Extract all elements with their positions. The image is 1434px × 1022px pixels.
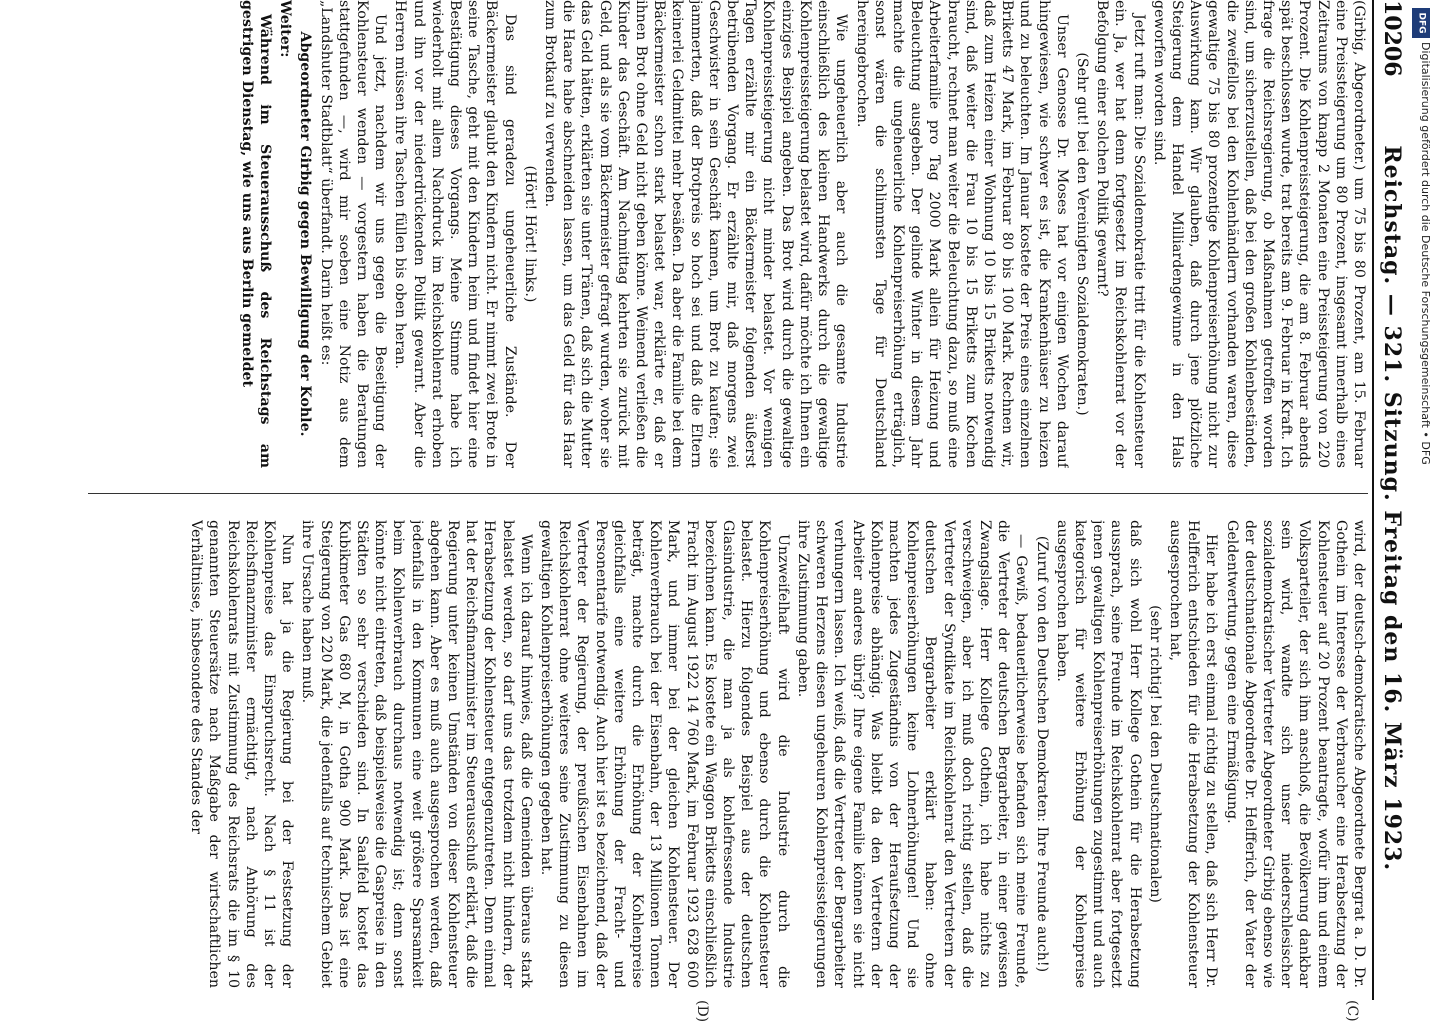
column-divider bbox=[88, 493, 1368, 494]
paragraph: — Gewiß, bedauerlicherweise befanden sich meine Freunde, die Vertreter der deutschen Bergarbeiter, in einer gewissen Zwangslage. Herr Kollege Gothein, ich habe nichts zu verschweigen, aber ich muß doch richtig stellen, daß die Vertreter der Syndikate im Reichskohlenrat den Vertretern der deutschen Bergarbeiter erklärt haben: ohne Kohlenpreiserhöhungen keine Lohnerhöhungen! Und sie machten jedes Zugeständnis von der Heraufsetzung der Kohlenpreise abhängig. Was bleibt da den Vertretern der Arbeiter anderes übrig? Ihre eigene Familie können sie nicht verhungern lassen. Ich weiß, daß die Vertreter der Bergarbeiter schweren Herzens diesen ungeheuren Kohlenpreissteigerungen ihre Zustimmung gaben. bbox=[794, 520, 1030, 988]
margin-mark-c: (C) bbox=[1344, 1000, 1360, 1022]
paragraph: Und jetzt, nachdem wir uns gegen die Beseitigung der Kohlensteuer wenden — vorgestern haben die Beratungen stattgefunden —, wird mir soeben eine Notiz aus dem „Landshuter Stadtblatt“ überfandt. Darin heißt es: bbox=[317, 0, 389, 468]
interjection: (Zuruf von den Deutschen Demokraten: Ihre Freunde auch!) bbox=[1033, 535, 1050, 973]
left-column bbox=[88, 0, 1368, 468]
quoted-headline: Abgeordneter Girbig gegen Bewilligung der Kohle. bbox=[297, 31, 314, 437]
page-number: 10206 bbox=[1379, 0, 1405, 77]
paragraph: Weiter: bbox=[277, 0, 294, 58]
paragraph: Während im Steuerausschuß des Reichstags am gestrigen Dienstag, wie uns aus Berlin gemeldet bbox=[238, 0, 274, 468]
digitization-credit bbox=[1410, 0, 1432, 1000]
credit-text-container bbox=[1410, 42, 1432, 992]
credit-text: Digitalisierung gefördert durch die Deutsche Forschungsgemeinschaft • DFG bbox=[1419, 42, 1432, 465]
paragraph: (Girbig, Abgeordneter.) um 75 bis 80 Prozent, am 15. Februar eine Preissteigerung um 80 Prozent, insgesamt innerhalb eines Zeitraums von knapp 2 Monaten eine Preissteigerung von 220 Prozent. Die Kohlenpreissteigerung, die am 8. Februar abends spät beschlossen wurde, trat bereits am 9. Februar in Kraft. Ich frage die Reichsregierung, ob Maßnahmen getroffen worden sind, um sicherzustellen, daß bei den großen Kohlenbeständen, die zweifellos bei den Kohlenhändlern vorhanden waren, diese gewaltige 75 bis 80 prozentige Kohlenpreiserhöhung nicht zur Auswirkung kam. Wir glauben, daß durch jene plötzliche Steigerung dem Handel Milliardengewinne in den Hals geworfen worden sind. bbox=[1150, 0, 1367, 468]
page-header bbox=[1372, 0, 1410, 1000]
rotated-page bbox=[65, 0, 1410, 1022]
page-title: Reichstag. — 321. Sitzung. Freitag den 16. März 1923. bbox=[1379, 145, 1405, 872]
right-column bbox=[88, 520, 1368, 988]
paragraph: Unser Genosse Dr. Moses hat vor einigen Wochen darauf hingewiesen, wie schwer es ist, die Krankenhäuser zu heizen und zu beleuchten. Im Januar kostete der Preis eines einzelnen Briketts 47 Mark, im Februar 80 bis 100 Mark. Rechnen wir, daß zum Heizen einer Wohnung 10 bis 15 Briketts notwendig sind, daß weiter die Frau 10 bis 15 Briketts zum Kochen braucht, rechnet man weiter die Beleuchtung dazu, so muß eine Arbeiterfamilie pro Tag 2000 Mark allein für Heizung und Beleuchtung ausgeben. Der gelinde Winter in diesem Jahr machte die ungeheuerliche Kohlenpreiserhöhung erträglich, sonst wären die schlimmsten Tage für Deutschland hereingebrochen. bbox=[853, 0, 1070, 468]
paragraph: Hier habe ich erst einmal richtig zu stellen, daß sich Herr Dr. Helfferich entschieden für die Herabsetzung der Kohlensteuer ausgesprochen hat, bbox=[1166, 520, 1220, 988]
paragraph: Nun hat ja die Regierung bei der Festsetzung der Kohlenpreise das Einspruchsrecht. Nach § 11 ist der Reichsfinanzminister ermächtigt, nach Anhörung des Reichskohlenrats mit Zustimmung des Reichsrats die im § 10 genannten Steuersätze nach Maßgabe der wirtschaftlichen Verhältnisse, insbesondere des Standes der bbox=[188, 520, 296, 988]
interjection: (Hört! Hört! links.) bbox=[521, 165, 538, 303]
paragraph: wird, der deutsch-demokratische Abgeordnete Bergrat a. D. Dr. Gothein im Interesse der Verbraucher eine Herabsetzung der Kohlensteuer auf 20 Prozent beantragte, wofür ihm und einem Volksparteiler, der sich ihm anschloß, die Bevölkerung dankbar sein wird, wandte sich unser niederschlesischer sozialdemokratischer Vertreter Abgeordneter Girbig ebenso wie der deutschnationale Abgeordnete Dr. Helfferich, der Vater der Geldentwertung, gegen eine Ermäßigung. bbox=[1223, 520, 1367, 988]
paragraph: Wie ungeheuerlich aber auch die gesamte Industrie einschließlich des kleinen Handwerks durch die gewaltige Kohlenpreissteigerung belastet wird, dafür möchte ich Ihnen ein einziges Beispiel angeben. Das Brot wird durch die gewaltige Kohlenpreissteigerung nicht minder belastet. Vor wenigen Tagen erzählte mir ein Bäckermeister folgenden äußerst betrübenden Vorgang. Er erzählte mir, daß morgens zwei Geschwister in sein Geschäft kamen, um Brot zu kaufen; sie jammerten, daß der Brotpreis so hoch sei und daß die Eltern keinerlei Geldmittel mehr besäßen. Da aber die Familie bei dem Bäckermeister schon stark belastet war, erklärte er, daß er ihnen Brot ohne Geld nicht geben könne. Weinend verließen die Kinder das Geschäft. Am Nachmittag kehrten sie zurück mit Geld, und als sie vom Bäckermeister gefragt wurden, woher sie das Geld hätten, erklärten sie unter Tränen, daß sich die Mutter die Haare habe abschneiden lassen, um das Geld für das Haar zum Brotkauf zu verwenden. bbox=[542, 0, 850, 468]
paragraph: Das sind geradezu ungeheuerliche Zustände. Der Bäckermeister glaubt den Kindern nicht. Er nimmt zwei Brote in seine Tasche, geht mit den Kindern heim und findet hier eine Bestätigung dieses Vorgangs. Meine Stimme habe ich wiederholt mit allem Nachdruck im Reichskohlenrat erhoben und ihn vor der niederdrückenden Politik gewarnt. Aber die Herren müssen ihre Taschen füllen bis oben heran. bbox=[392, 0, 518, 468]
interjection: (Sehr gut! bei den Vereinigten Sozialdemokraten.) bbox=[1073, 52, 1090, 416]
paragraph: daß sich wohl Herr Kollege Gothein für die Herabsetzung aussprach, seine Freunde im Reichskohlenrat aber fortgesetzt jenen gewaltigen Kohlenpreiserhöhungen zugestimmt und auch kategorisch für weitere Erhöhung der Kohlenpreise ausgesprochen haben. bbox=[1053, 520, 1143, 988]
paragraph: Unzweifelhaft wird die Industrie durch die Kohlenpreiserhöhung und ebenso durch die Kohlensteuer belastet. Hierzu folgendes Beispiel aus der deutschen Glasindustrie, die man ja als kohlefressende Industrie bezeichnen kann. Es kostete ein Waggon Briketts einschließlich Fracht im August 1922 14 760 Mark, im Februar 1923 628 600 Mark, und immer bei der gleichen Kohlensteuer. Der Kohlenverbrauch bei der Eisenbahn, der 13 Millionen Tonnen beträgt, machte durch die Erhöhung der Kohlenpreise gleichfalls eine weitere Erhöhung der Fracht- und Personentarife notwendig. Auch hier ist es bezeichnend, daß der Vertreter der Regierung, der preußischen Eisenbahnen im Reichskohlenrat ohne weiteres seine Zustimmung zu diesen gewaltigen Kohlenpreiserhöhungen gegeben hat. bbox=[538, 520, 791, 988]
margin-mark-d: (D) bbox=[694, 1000, 710, 1022]
paragraph: Wenn ich darauf hinwies, daß die Gemeinden überaus stark belastet werden, so darf uns das trotzdem nicht hindern, der Herabsetzung der Kohlensteuer entgegenzutreten. Denn einmal hat der Reichsfinanzminister im Steuerausschuß erklärt, daß die Regierung unter keinen Umständen von dieser Kohlensteuer abgehen kann. Aber es muß auch ausgesprochen werden, daß jedenfalls in den Kommunen eine weit größere Sparsamkeit beim Kohlenverbrauch durchaus notwendig ist; denn sonst könnte nicht eintreten, daß beispielsweise die Gaspreise in den Städten so sehr verschieden sind. In Saalfeld kostet das Kubikmeter Gas 680 M, in Gotha 900 Mark. Das ist eine Steigerung von 220 Mark, die jedenfalls auf technischem Gebiet ihre Ursache haben muß. bbox=[299, 520, 534, 988]
interjection: (sehr richtig! bei den Deutschnationalen) bbox=[1146, 605, 1163, 903]
dfg-logo: DFG bbox=[1412, 8, 1430, 38]
paragraph: Jetzt ruft man: Die Sozialdemokratie tritt für die Kohlensteuer ein. Ja, wer hat denn fortgesetzt im Reichskohlenrat vor der Befolgung einer solchen Politik gewarnt? bbox=[1094, 0, 1147, 468]
